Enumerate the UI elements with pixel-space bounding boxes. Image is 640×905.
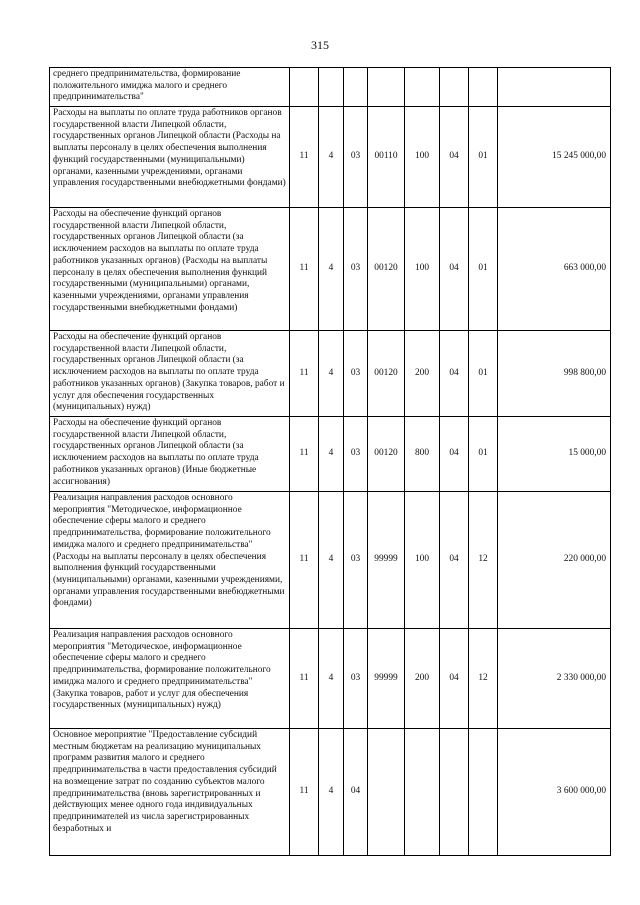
code-4 bbox=[368, 729, 405, 856]
row-description: Реализация направления расходов основного мероприятия "Методическое, информационное обеспечение сферы малого и среднего предпринимательства, формирование положительного имиджа малого и среднего предпринимательства" (Расходы на выплаты персоналу в целях обеспечения выполнения функций государственными (муниципальными) органами, казенными учреждениями, органами управления государственными внебюджетными фондами) bbox=[50, 492, 290, 629]
code-1: 11 bbox=[290, 208, 319, 331]
budget-table bbox=[49, 67, 611, 856]
row-description: Расходы на обеспечение функций органов государственной власти Липецкой области, государственных органов Липецкой области (за исключением расходов на выплаты по оплате труда работников указанных органов) (Расходы на выплаты персоналу в целях обеспечения выполнения функций государственными (муниципальными) органами, казенными учреждениями, органами управления государственными внебюджетными фондами) bbox=[50, 208, 290, 331]
code-6: 04 bbox=[440, 629, 469, 729]
code-6: 04 bbox=[440, 417, 469, 492]
table-row bbox=[50, 68, 611, 107]
code-1: 11 bbox=[290, 331, 319, 417]
amount bbox=[498, 68, 611, 107]
table-row bbox=[50, 729, 611, 856]
code-5 bbox=[405, 729, 440, 856]
table-row bbox=[50, 629, 611, 729]
code-4: 99999 bbox=[368, 492, 405, 629]
code-1: 11 bbox=[290, 417, 319, 492]
code-6 bbox=[440, 68, 469, 107]
code-6: 04 bbox=[440, 208, 469, 331]
code-5: 800 bbox=[405, 417, 440, 492]
code-5: 100 bbox=[405, 107, 440, 208]
code-7: 01 bbox=[469, 107, 498, 208]
code-1 bbox=[290, 68, 319, 107]
code-4: 00120 bbox=[368, 417, 405, 492]
code-7: 01 bbox=[469, 208, 498, 331]
code-1: 11 bbox=[290, 107, 319, 208]
code-4: 00110 bbox=[368, 107, 405, 208]
row-description: Реализация направления расходов основного мероприятия "Методическое, информационное обеспечение сферы малого и среднего предпринимательства, формирование положительного имиджа малого и среднего предпринимательства" (Закупка товаров, работ и услуг для обеспечения государственных (муниципальных) нужд) bbox=[50, 629, 290, 729]
code-5: 100 bbox=[405, 492, 440, 629]
page-number: 315 bbox=[311, 38, 329, 52]
code-3: 03 bbox=[344, 492, 368, 629]
code-5: 200 bbox=[405, 629, 440, 729]
table-row bbox=[50, 331, 611, 417]
code-2: 4 bbox=[319, 492, 344, 629]
row-description: Расходы на обеспечение функций органов государственной власти Липецкой области, государственных органов Липецкой области (за исключением расходов на выплаты по оплате труда работников указанных органов) (Закупка товаров, работ и услуг для обеспечения государственных (муниципальных) нужд) bbox=[50, 331, 290, 417]
code-3 bbox=[344, 68, 368, 107]
code-3: 03 bbox=[344, 331, 368, 417]
code-3: 03 bbox=[344, 107, 368, 208]
code-5 bbox=[405, 68, 440, 107]
amount: 663 000,00 bbox=[498, 208, 611, 331]
code-2 bbox=[319, 68, 344, 107]
table-row bbox=[50, 417, 611, 492]
row-description: Расходы на выплаты по оплате труда работников органов государственной власти Липецкой области, государственных органов Липецкой области (Расходы на выплаты персоналу в целях обеспечения выполнения функций государственными (муниципальными) органами, казенными учреждениями, органами управления государственными внебюджетными фондами) bbox=[50, 107, 290, 208]
amount: 3 600 000,00 bbox=[498, 729, 611, 856]
code-7: 12 bbox=[469, 492, 498, 629]
amount: 2 330 000,00 bbox=[498, 629, 611, 729]
code-7: 01 bbox=[469, 331, 498, 417]
code-1: 11 bbox=[290, 492, 319, 629]
code-3: 03 bbox=[344, 208, 368, 331]
code-6: 04 bbox=[440, 331, 469, 417]
amount: 220 000,00 bbox=[498, 492, 611, 629]
amount: 998 800,00 bbox=[498, 331, 611, 417]
row-description: Расходы на обеспечение функций органов государственной власти Липецкой области, государственных органов Липецкой области (за исключением расходов на выплаты по оплате труда работников указанных органов) (Иные бюджетные ассигнования) bbox=[50, 417, 290, 492]
table-row bbox=[50, 107, 611, 208]
code-4: 00120 bbox=[368, 331, 405, 417]
table-row bbox=[50, 208, 611, 331]
row-description: Основное мероприятие "Предоставление субсидий местным бюджетам на реализацию муниципальных программ развития малого и среднего предпринимательства в части предоставления субсидий на возмещение затрат по созданию субъектов малого предпринимательства (вновь зарегистрированных и действующих менее одного года индивидуальных предпринимателей из числа зарегистрированных безработных и bbox=[50, 729, 290, 856]
code-4: 99999 bbox=[368, 629, 405, 729]
code-7: 01 bbox=[469, 417, 498, 492]
code-4 bbox=[368, 68, 405, 107]
code-2: 4 bbox=[319, 107, 344, 208]
table-row bbox=[50, 492, 611, 629]
code-5: 100 bbox=[405, 208, 440, 331]
code-3: 03 bbox=[344, 417, 368, 492]
code-7 bbox=[469, 729, 498, 856]
code-1: 11 bbox=[290, 629, 319, 729]
code-2: 4 bbox=[319, 629, 344, 729]
code-3: 04 bbox=[344, 729, 368, 856]
code-5: 200 bbox=[405, 331, 440, 417]
code-3: 03 bbox=[344, 629, 368, 729]
code-6: 04 bbox=[440, 107, 469, 208]
amount: 15 245 000,00 bbox=[498, 107, 611, 208]
code-7: 12 bbox=[469, 629, 498, 729]
code-6: 04 bbox=[440, 492, 469, 629]
code-2: 4 bbox=[319, 729, 344, 856]
code-6 bbox=[440, 729, 469, 856]
row-description: среднего предпринимательства, формирование положительного имиджа малого и среднего предпринимательства" bbox=[50, 68, 290, 107]
code-7 bbox=[469, 68, 498, 107]
amount: 15 000,00 bbox=[498, 417, 611, 492]
code-4: 00120 bbox=[368, 208, 405, 331]
code-2: 4 bbox=[319, 331, 344, 417]
code-2: 4 bbox=[319, 208, 344, 331]
code-1: 11 bbox=[290, 729, 319, 856]
code-2: 4 bbox=[319, 417, 344, 492]
